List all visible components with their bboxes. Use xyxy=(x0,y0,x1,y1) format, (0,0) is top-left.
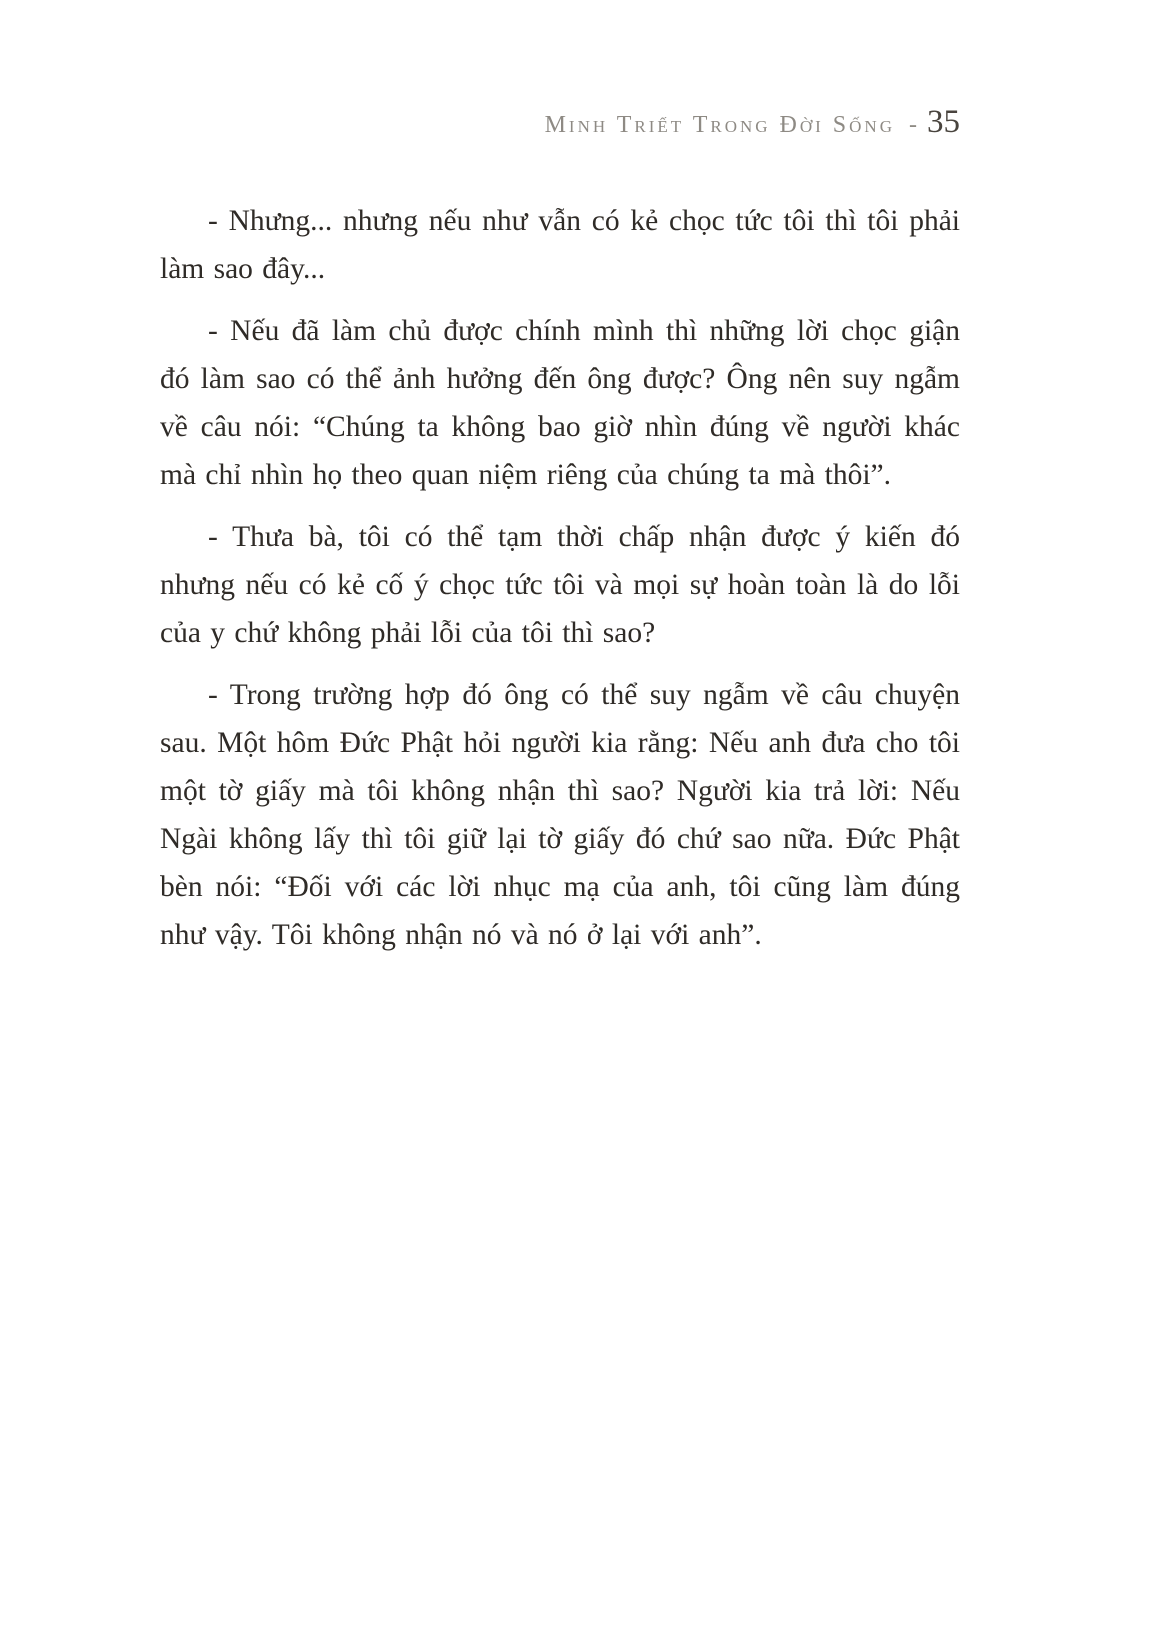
page-number-separator: - xyxy=(909,112,917,138)
page-header xyxy=(160,104,960,141)
running-title: Minh Triết Trong Đời Sống xyxy=(544,112,895,138)
page-body xyxy=(160,197,960,959)
paragraph-4: - Trong trường hợp đó ông có thể suy ngẫm về câu chuyện sau. Một hôm Đức Phật hỏi người kia rằng: Nếu anh đưa cho tôi một tờ giấy mà tôi không nhận thì sao? Người kia trả lời: Nếu Ngài không lấy thì tôi giữ lại tờ giấy đó chứ sao nữa. Đức Phật bèn nói: “Đối với các lời nhục mạ của anh, tôi cũng làm đúng như vậy. Tôi không nhận nó và nó ở lại với anh”. xyxy=(160,679,960,951)
paragraph-2: - Nếu đã làm chủ được chính mình thì những lời chọc giận đó làm sao có thể ảnh hưởng đến ông được? Ông nên suy ngẫm về câu nói: “Chúng ta không bao giờ nhìn đúng về người khác mà chỉ nhìn họ theo quan niệm riêng của chúng ta mà thôi”. xyxy=(160,315,960,491)
paragraph-3: - Thưa bà, tôi có thể tạm thời chấp nhận được ý kiến đó nhưng nếu có kẻ cố ý chọc tức tôi và mọi sự hoàn toàn là do lỗi của y chứ không phải lỗi của tôi thì sao? xyxy=(160,521,960,649)
paragraph-1: - Nhưng... nhưng nếu như vẫn có kẻ chọc tức tôi thì tôi phải làm sao đây... xyxy=(160,205,960,285)
page-number: 35 xyxy=(927,104,960,140)
